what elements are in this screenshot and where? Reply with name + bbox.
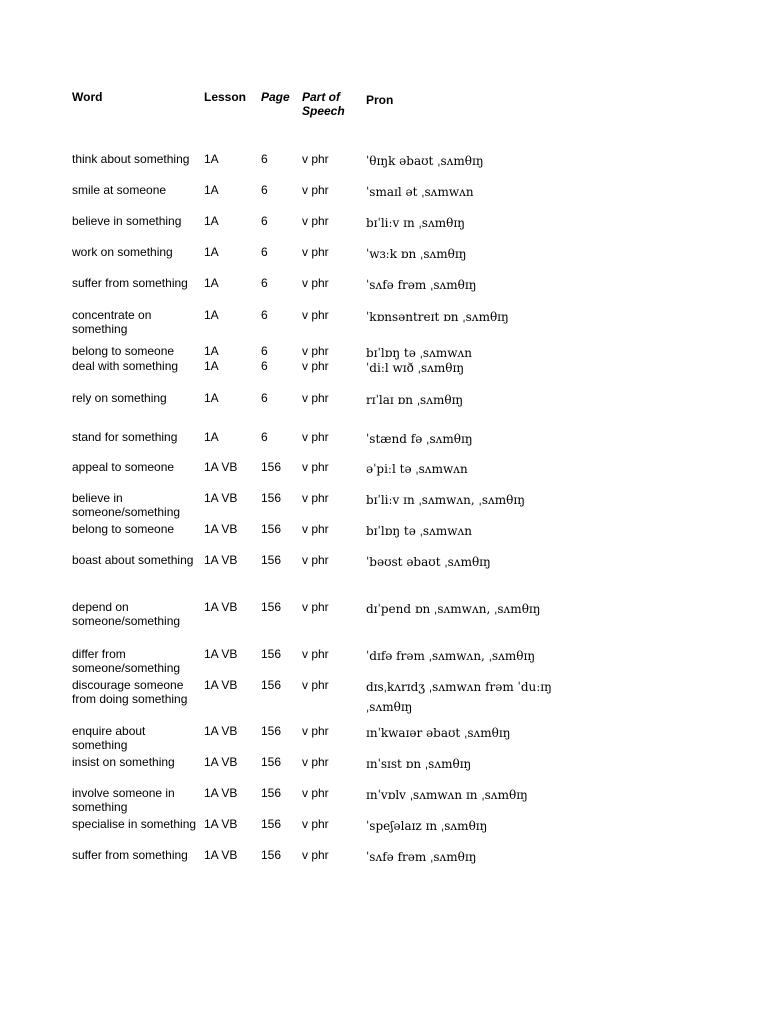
part-of-speech-cell: v phr <box>302 491 329 505</box>
pronunciation-cell: dɪsˌkʌrɪdʒ ˌsʌmwʌn frəm ˈduːɪŋ ˌsʌmθɪŋ <box>366 680 552 714</box>
page-cell: 156 <box>261 460 282 474</box>
word-cell: depend on someone/something <box>72 600 181 628</box>
pronunciation-cell: ˈstænd fə ˌsʌmθɪŋ <box>366 432 473 446</box>
page-cell: 156 <box>261 491 282 505</box>
table-row <box>0 391 768 407</box>
lesson-cell: 1A <box>204 245 219 259</box>
word-cell: discourage someone from doing something <box>72 678 188 706</box>
lesson-cell: 1A <box>204 152 219 166</box>
table-row <box>0 276 768 292</box>
lesson-cell: 1A <box>204 391 219 405</box>
pronunciation-cell: ɪnˈsɪst ɒn ˌsʌmθɪŋ <box>366 757 472 771</box>
word-cell: believe in something <box>72 214 182 228</box>
pronunciation-cell: bɪˈliːv ɪn ˌsʌmθɪŋ <box>366 216 465 230</box>
page-cell: 156 <box>261 724 282 738</box>
page-cell: 6 <box>261 430 268 444</box>
lesson-cell: 1A VB <box>204 755 238 769</box>
table-row <box>0 678 768 714</box>
page-cell: 6 <box>261 308 268 322</box>
lesson-cell: 1A VB <box>204 724 238 738</box>
pronunciation-cell: ɪnˈkwaɪər əbaʊt ˌsʌmθɪŋ <box>366 726 511 740</box>
word-cell: deal with something <box>72 359 179 373</box>
table-row <box>0 344 768 360</box>
part-of-speech-cell: v phr <box>302 359 329 373</box>
table-row <box>0 647 768 675</box>
lesson-cell: 1A VB <box>204 647 238 661</box>
lesson-cell: 1A VB <box>204 522 238 536</box>
pronunciation-cell: ˈdɪfə frəm ˌsʌmwʌn, ˌsʌmθɪŋ <box>366 649 536 663</box>
page-cell: 6 <box>261 183 268 197</box>
part-of-speech-cell: v phr <box>302 647 329 661</box>
part-of-speech-cell: v phr <box>302 817 329 831</box>
pronunciation-cell: rɪˈlaɪ ɒn ˌsʌmθɪŋ <box>366 393 464 407</box>
lesson-cell: 1A VB <box>204 848 238 862</box>
word-cell: insist on something <box>72 755 175 769</box>
table-row <box>0 755 768 771</box>
lesson-cell: 1A <box>204 359 219 373</box>
table-row <box>0 491 768 519</box>
word-cell: smile at someone <box>72 183 167 197</box>
page-cell: 6 <box>261 391 268 405</box>
table-row <box>0 786 768 814</box>
lesson-cell: 1A <box>204 308 219 322</box>
part-of-speech-cell: v phr <box>302 755 329 769</box>
table-row <box>0 183 768 199</box>
word-cell: belong to someone <box>72 522 175 536</box>
pronunciation-cell: ˈspeʃəlaɪz ɪn ˌsʌmθɪŋ <box>366 819 488 833</box>
part-of-speech-cell: v phr <box>302 344 329 358</box>
table-row <box>0 460 768 476</box>
pronunciation-cell: əˈpiːl tə ˌsʌmwʌn <box>366 462 468 476</box>
part-of-speech-cell: v phr <box>302 786 329 800</box>
word-cell: appeal to someone <box>72 460 175 474</box>
page-cell: 156 <box>261 786 282 800</box>
page-cell: 156 <box>261 755 282 769</box>
part-of-speech-cell: v phr <box>302 678 329 692</box>
word-cell: differ from someone/something <box>72 647 181 675</box>
table-row <box>0 724 768 752</box>
part-of-speech-cell: v phr <box>302 276 329 290</box>
pronunciation-cell: ˈsmaɪl ət ˌsʌmwʌn <box>366 185 474 199</box>
page-cell: 156 <box>261 678 282 692</box>
pronunciation-cell: bɪˈlɒŋ tə ˌsʌmwʌn <box>366 524 473 538</box>
word-cell: believe in someone/something <box>72 491 181 519</box>
part-of-speech-cell: v phr <box>302 460 329 474</box>
lesson-cell: 1A <box>204 276 219 290</box>
word-cell: specialise in something <box>72 817 197 831</box>
word-cell: suffer from something <box>72 848 188 862</box>
pronunciation-cell: ɪnˈvɒlv ˌsʌmwʌn ɪn ˌsʌmθɪŋ <box>366 788 528 802</box>
part-of-speech-cell: v phr <box>302 430 329 444</box>
lesson-cell: 1A <box>204 344 219 358</box>
header-lesson: Lesson <box>204 90 247 104</box>
table-row <box>0 817 768 833</box>
part-of-speech-cell: v phr <box>302 183 329 197</box>
word-cell: boast about something <box>72 553 194 567</box>
table-row <box>0 600 768 628</box>
word-cell: suffer from something <box>72 276 188 290</box>
table-row <box>0 214 768 230</box>
table-row <box>0 245 768 261</box>
word-cell: belong to someone <box>72 344 175 358</box>
pronunciation-cell: ˈsʌfə frəm ˌsʌmθɪŋ <box>366 278 477 292</box>
word-cell: think about something <box>72 152 190 166</box>
page-cell: 156 <box>261 647 282 661</box>
lesson-cell: 1A VB <box>204 491 238 505</box>
page-cell: 156 <box>261 600 282 614</box>
header-pron: Pron <box>366 93 394 107</box>
table-row <box>0 430 768 446</box>
part-of-speech-cell: v phr <box>302 553 329 567</box>
lesson-cell: 1A <box>204 430 219 444</box>
pronunciation-cell: ˈθɪŋk əbaʊt ˌsʌmθɪŋ <box>366 154 484 168</box>
word-cell: concentrate on something <box>72 308 152 336</box>
table-row <box>0 359 768 375</box>
table-row <box>0 152 768 168</box>
header-page: Page <box>261 90 290 104</box>
lesson-cell: 1A VB <box>204 786 238 800</box>
page-cell: 6 <box>261 152 268 166</box>
page-cell: 156 <box>261 553 282 567</box>
header-word: Word <box>72 90 103 104</box>
pronunciation-cell: ˈkɒnsəntreɪt ɒn ˌsʌmθɪŋ <box>366 310 509 324</box>
word-cell: work on something <box>72 245 173 259</box>
lesson-cell: 1A VB <box>204 817 238 831</box>
table-row <box>0 308 768 336</box>
table-row <box>0 848 768 864</box>
part-of-speech-cell: v phr <box>302 245 329 259</box>
page-cell: 6 <box>261 245 268 259</box>
part-of-speech-cell: v phr <box>302 522 329 536</box>
pronunciation-cell: bɪˈlɒŋ tə ˌsʌmwʌn <box>366 346 473 360</box>
part-of-speech-cell: v phr <box>302 391 329 405</box>
part-of-speech-cell: v phr <box>302 724 329 738</box>
lesson-cell: 1A <box>204 183 219 197</box>
table-row <box>0 522 768 538</box>
page-cell: 156 <box>261 522 282 536</box>
pronunciation-cell: ˈdiːl wɪð ˌsʌmθɪŋ <box>366 361 465 375</box>
header-part-of-speech: Part of Speech <box>302 90 345 118</box>
lesson-cell: 1A VB <box>204 678 238 692</box>
pronunciation-cell: ˈsʌfə frəm ˌsʌmθɪŋ <box>366 850 477 864</box>
page-cell: 6 <box>261 344 268 358</box>
word-cell: stand for something <box>72 430 178 444</box>
page-cell: 156 <box>261 817 282 831</box>
part-of-speech-cell: v phr <box>302 848 329 862</box>
page-cell: 156 <box>261 848 282 862</box>
page-cell: 6 <box>261 359 268 373</box>
page-cell: 6 <box>261 214 268 228</box>
part-of-speech-cell: v phr <box>302 600 329 614</box>
lesson-cell: 1A <box>204 214 219 228</box>
lesson-cell: 1A VB <box>204 460 238 474</box>
word-cell: involve someone in something <box>72 786 175 814</box>
part-of-speech-cell: v phr <box>302 214 329 228</box>
pronunciation-cell: dɪˈpend ɒn ˌsʌmwʌn, ˌsʌmθɪŋ <box>366 602 541 616</box>
word-cell: rely on something <box>72 391 167 405</box>
part-of-speech-cell: v phr <box>302 152 329 166</box>
page-cell: 6 <box>261 276 268 290</box>
lesson-cell: 1A VB <box>204 553 238 567</box>
lesson-cell: 1A VB <box>204 600 238 614</box>
pronunciation-cell: bɪˈliːv ɪn ˌsʌmwʌn, ˌsʌmθɪŋ <box>366 493 525 507</box>
word-cell: enquire about something <box>72 724 146 752</box>
part-of-speech-cell: v phr <box>302 308 329 322</box>
pronunciation-cell: ˈbəʊst əbaʊt ˌsʌmθɪŋ <box>366 555 491 569</box>
pronunciation-cell: ˈwɜːk ɒn ˌsʌmθɪŋ <box>366 247 467 261</box>
table-row <box>0 553 768 569</box>
